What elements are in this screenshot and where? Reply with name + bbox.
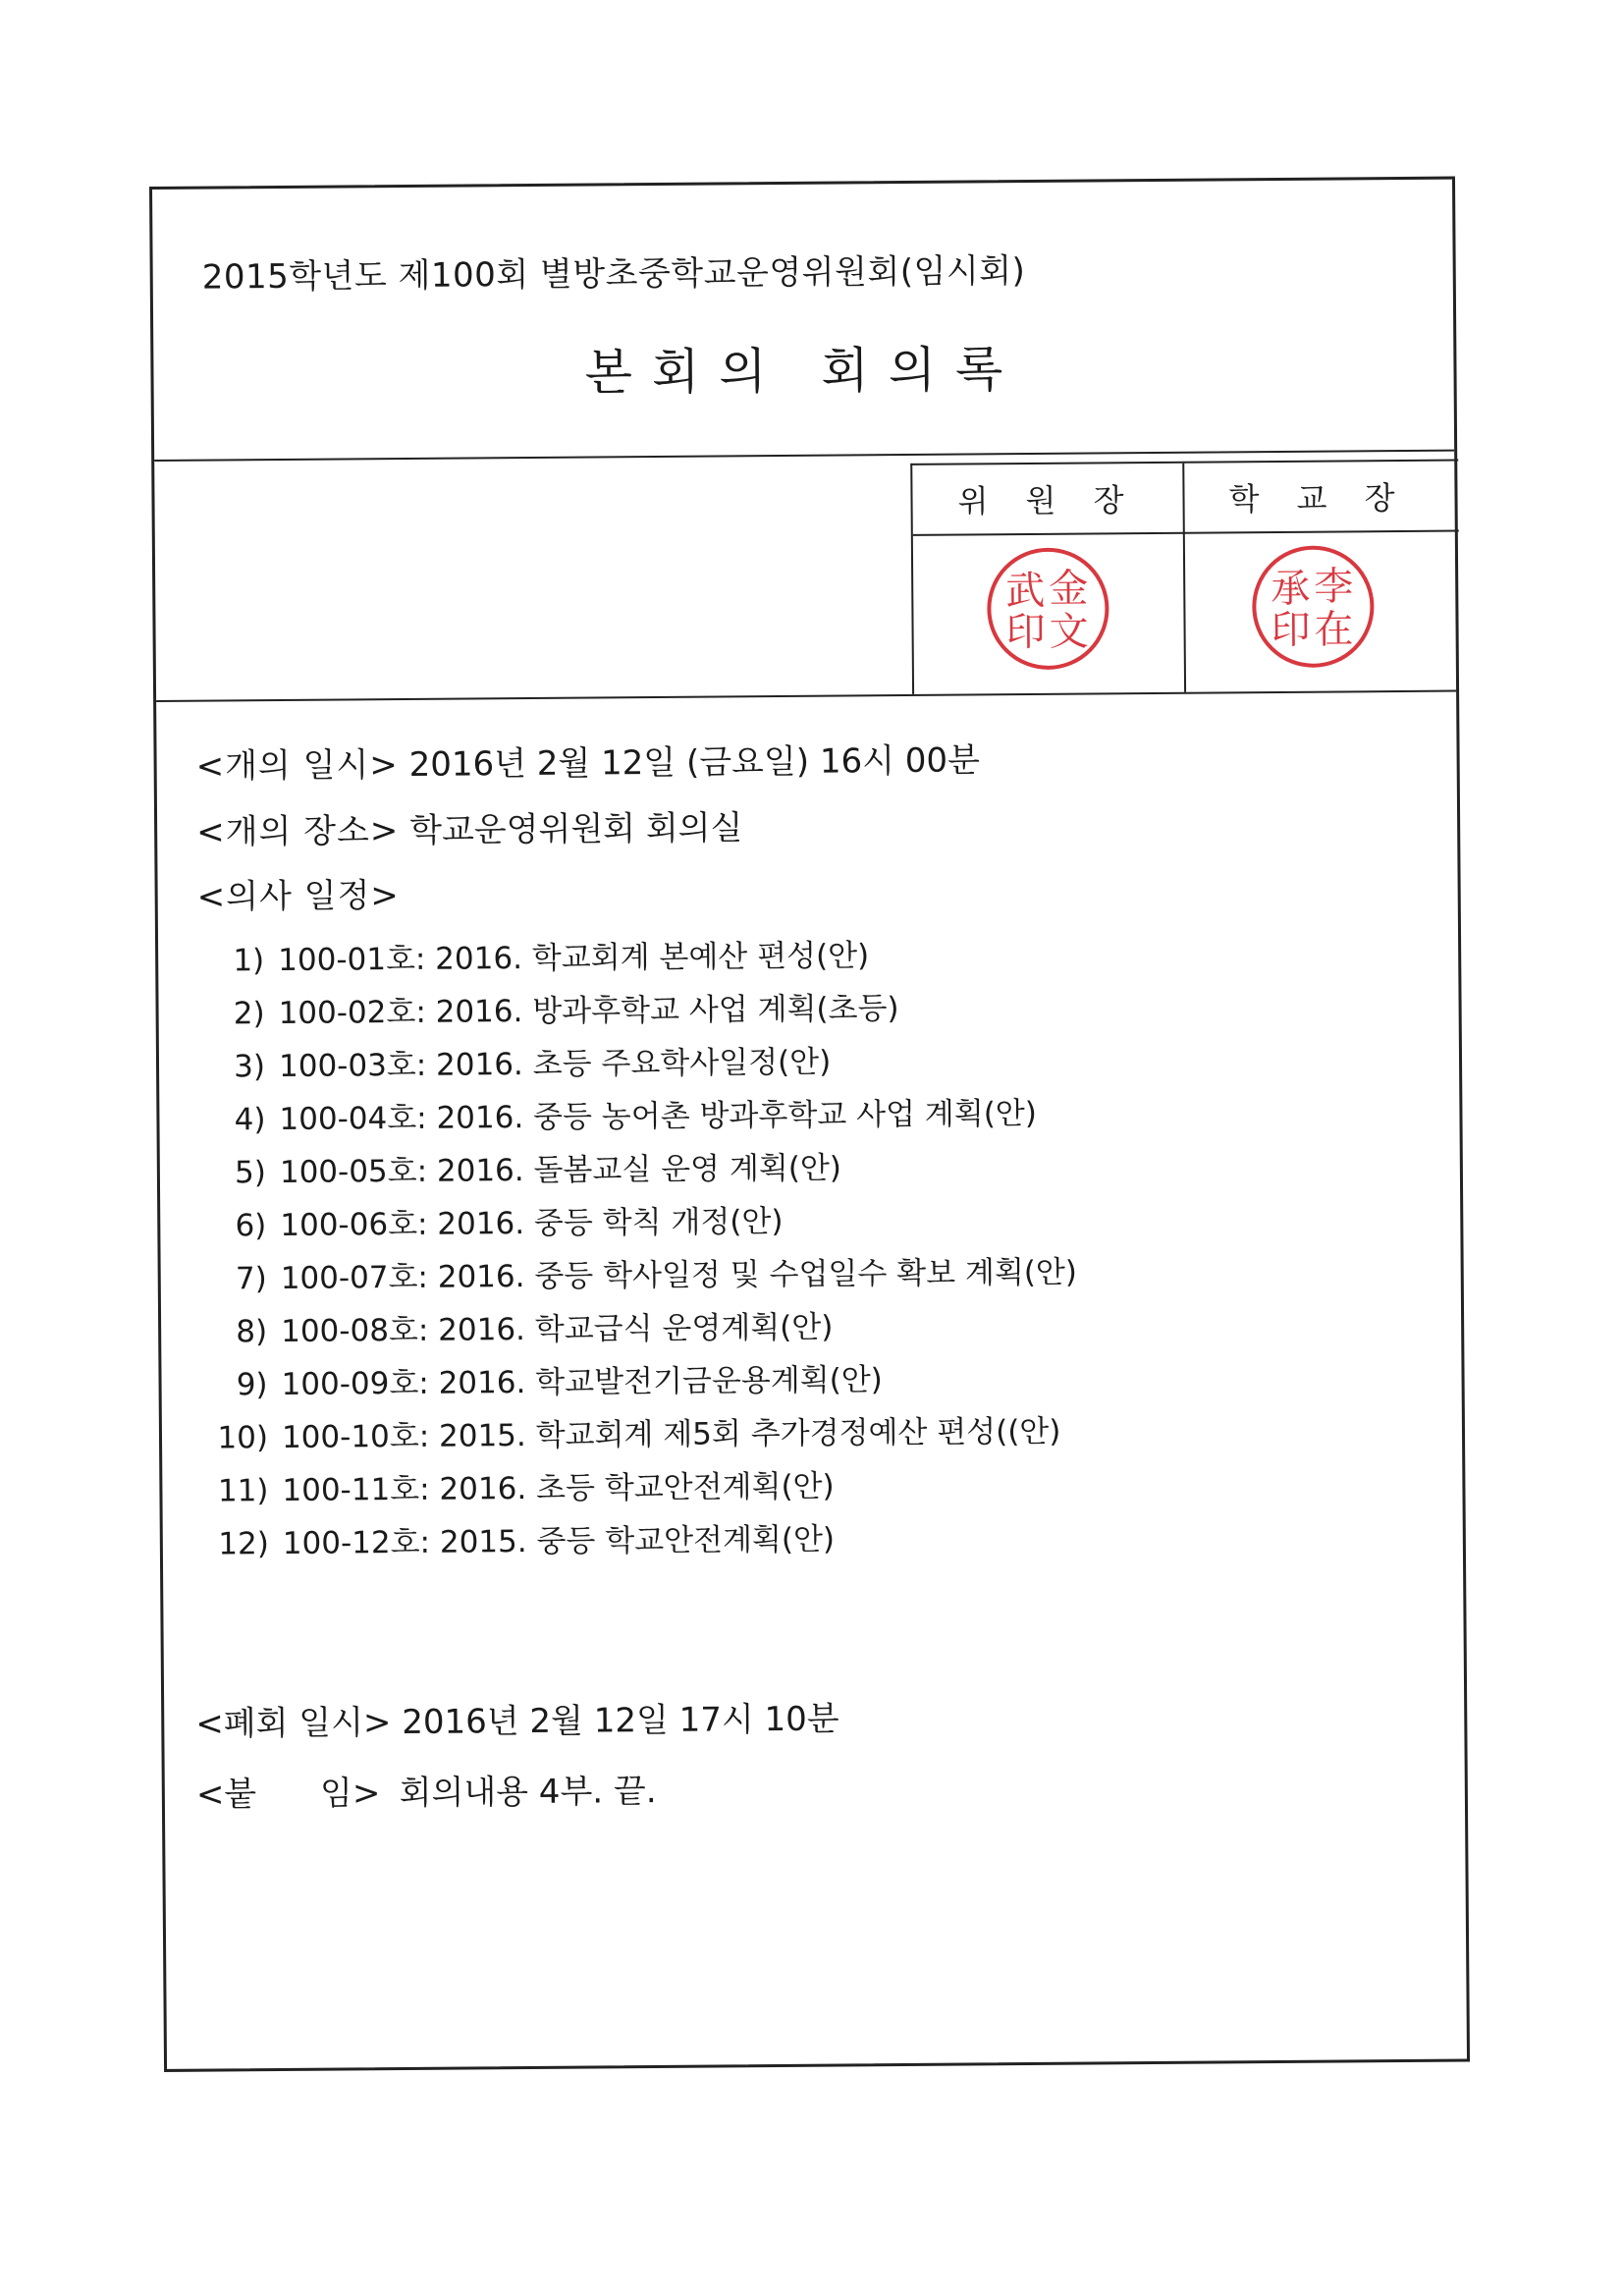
place-label: <개의 장소>	[196, 811, 400, 852]
agenda-number: 3)	[234, 1049, 266, 1085]
agenda-text: 100-05호: 2016. 돌봄교실 운영 계획(안)	[279, 1150, 842, 1190]
principal-seal-glyph: 李	[1314, 564, 1354, 610]
agenda-number: 10)	[217, 1420, 269, 1456]
meeting-subtitle: 2015학년도 제100회 별방초중학교운영위원회(임시회)	[201, 250, 1026, 298]
agenda-number: 9)	[236, 1367, 268, 1403]
agenda-text: 100-11호: 2016. 초등 학교안전계획(안)	[282, 1468, 835, 1508]
document-frame	[149, 177, 1470, 2072]
closing-datetime	[195, 1692, 839, 1745]
divider-top	[154, 450, 1454, 462]
agenda-item	[210, 1247, 1078, 1298]
principal-label: 학 교 장	[1228, 478, 1409, 519]
agenda-item	[210, 1302, 834, 1351]
divider-header	[156, 690, 1456, 702]
opening-label: <개의 일시>	[195, 745, 399, 787]
agenda-item	[211, 1406, 1061, 1457]
agenda-text: 100-08호: 2016. 학교급식 운영계획(안)	[281, 1309, 834, 1349]
agenda-number: 12)	[218, 1526, 269, 1562]
agenda-item	[208, 1088, 1037, 1139]
approval-box	[910, 460, 1460, 694]
principal-seal-glyph: 承	[1271, 566, 1311, 613]
agenda-number: 4)	[234, 1102, 266, 1138]
agenda-item	[208, 1037, 832, 1086]
agenda-number: 8)	[236, 1314, 268, 1350]
approval-row-divider	[913, 530, 1459, 536]
attachment-label: <붙 임>	[195, 1774, 381, 1815]
opening-datetime	[195, 733, 980, 787]
agenda-text: 100-07호: 2016. 중등 학사일정 및 수업일수 확보 계획(안)	[280, 1254, 1078, 1296]
opening-value: 2016년 2월 12일 (금요일) 16시 00분	[408, 740, 981, 785]
chair-seal-stamp	[982, 542, 1115, 676]
chair-seal-glyph: 印	[1005, 609, 1046, 656]
attachment-line	[196, 1764, 657, 1816]
closing-label: <폐회 일시>	[195, 1703, 392, 1744]
agenda-number: 6)	[235, 1208, 267, 1244]
agenda-item	[207, 983, 898, 1033]
principal-seal-glyph: 在	[1314, 607, 1354, 653]
agenda-text: 100-02호: 2016. 방과후학교 사업 계획(초등)	[278, 991, 899, 1031]
principal-seal-stamp	[1247, 540, 1380, 674]
agenda-heading	[196, 868, 400, 918]
agenda-text: 100-10호: 2015. 학교회계 제5회 추가경정예산 편성((안)	[281, 1413, 1061, 1455]
place-value: 학교운영위원회 회의실	[408, 808, 743, 850]
agenda-item	[210, 1354, 883, 1403]
agenda-item	[209, 1142, 841, 1191]
agenda-number: 5)	[234, 1155, 267, 1191]
agenda-item	[207, 930, 869, 979]
agenda-label: <의사 일정>	[196, 876, 401, 917]
chair-seal-glyph: 武	[1005, 568, 1046, 615]
chair-seal-glyph: 文	[1049, 609, 1089, 655]
agenda-text: 100-03호: 2016. 초등 주요학사일정(안)	[278, 1044, 832, 1084]
agenda-text: 100-04호: 2016. 중등 농어촌 방과후학교 사업 계획(안)	[279, 1095, 1038, 1137]
agenda-item	[209, 1196, 784, 1245]
closing-value: 2016년 2월 12일 17시 10분	[402, 1699, 839, 1743]
agenda-number: 2)	[233, 996, 265, 1032]
principal-seal-glyph: 印	[1271, 607, 1311, 654]
attachment-value: 회의내용 4부. 끝.	[399, 1771, 657, 1814]
agenda-text: 100-01호: 2016. 학교회계 본예산 편성(안)	[278, 938, 870, 978]
chair-label: 위 원 장	[957, 481, 1138, 520]
agenda-item	[211, 1461, 835, 1510]
agenda-number: 11)	[217, 1473, 269, 1509]
agenda-text: 100-09호: 2016. 학교발전기금운용계획(안)	[281, 1362, 883, 1402]
agenda-number: 7)	[235, 1261, 267, 1297]
agenda-text: 100-12호: 2015. 중등 학교안전계획(안)	[282, 1521, 836, 1561]
agenda-text: 100-06호: 2016. 중등 학칙 개정(안)	[280, 1203, 784, 1243]
agenda-number: 1)	[233, 943, 265, 979]
document-title: 본회의 회의록	[584, 341, 1023, 402]
meeting-place	[196, 800, 743, 852]
agenda-item	[212, 1514, 836, 1563]
chair-seal-glyph: 金	[1049, 566, 1089, 612]
